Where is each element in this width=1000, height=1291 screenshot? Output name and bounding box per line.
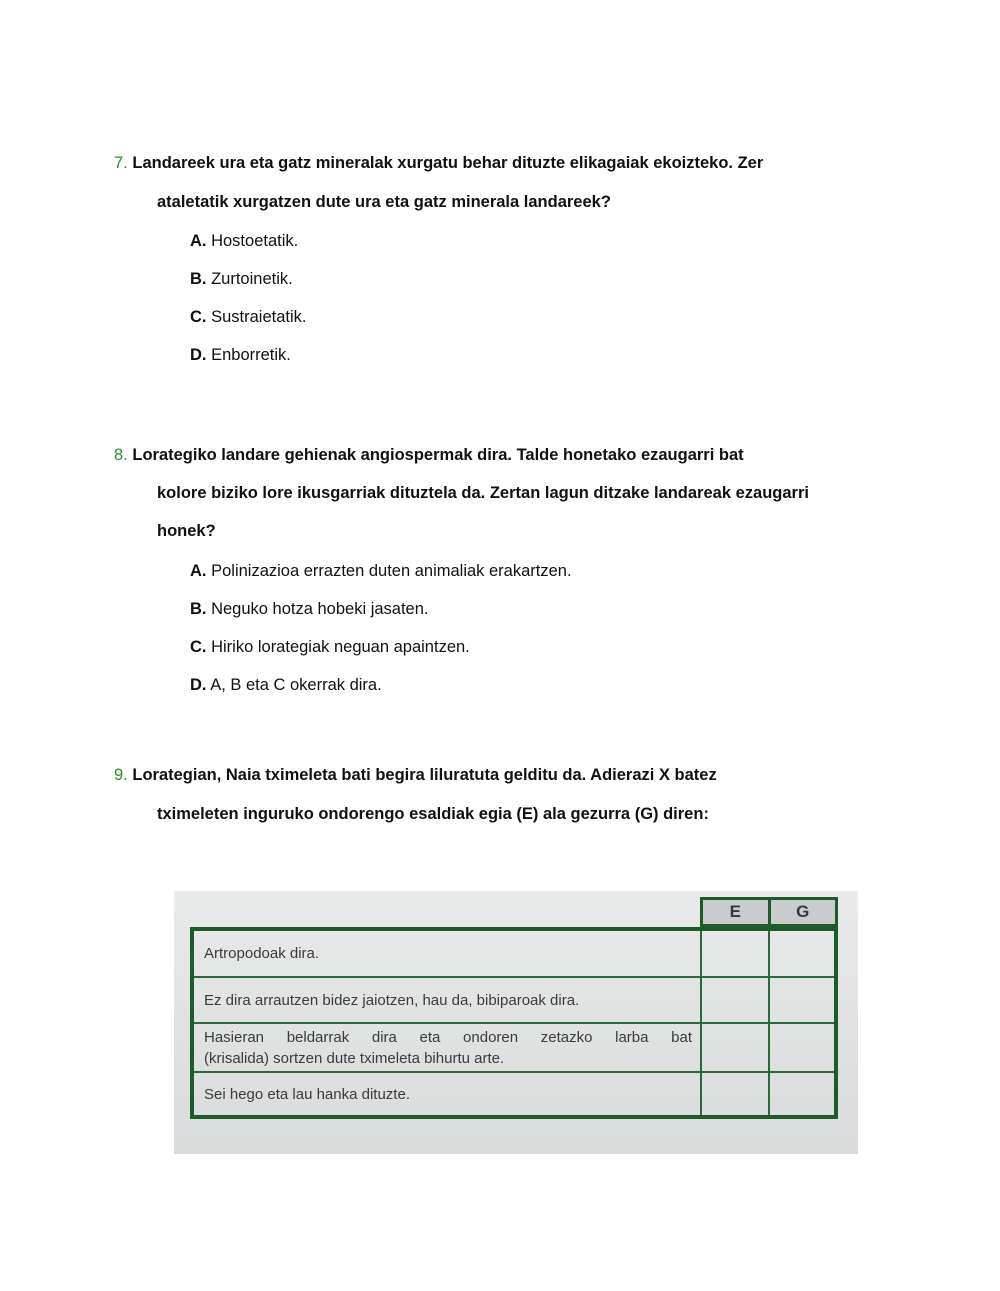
- option-text: Polinizazioa errazten duten animaliak erakartzen.: [211, 562, 572, 580]
- question-8-line-2: kolore biziko lore ikusgarriak dituztela da. Zertan lagun ditzake landareak ezaugarri: [157, 484, 809, 502]
- question-7-option-b[interactable]: [190, 270, 293, 289]
- option-text: Zurtoinetik.: [211, 270, 293, 288]
- column-divider: [768, 978, 770, 1022]
- question-7-option-a[interactable]: [190, 232, 298, 251]
- question-8-option-b[interactable]: [190, 600, 429, 619]
- question-7-line-1: [114, 154, 763, 173]
- question-8-number: 8.: [114, 446, 128, 464]
- table-row: [194, 1073, 834, 1115]
- question-7-text-1: Landareek ura eta gatz mineralak xurgatu behar dituzte elikagaiak ekoizteko. Zer: [132, 154, 764, 172]
- question-9-line-2: tximeleten inguruko ondorengo esaldiak egia (E) ala gezurra (G) diren:: [157, 805, 709, 823]
- statement-4: [204, 1073, 692, 1115]
- question-9-text-1: Lorategian, Naia tximeleta bati begira liluratuta gelditu da. Adierazi X batez: [132, 766, 717, 784]
- option-text: Hiriko lorategiak neguan apaintzen.: [211, 638, 470, 656]
- option-text: Neguko hotza hobeki jasaten.: [211, 600, 429, 618]
- option-text: A, B eta C okerrak dira.: [210, 676, 382, 694]
- table-row: [194, 1024, 834, 1073]
- option-letter: C.: [190, 308, 207, 326]
- question-9-number: 9.: [114, 766, 128, 784]
- question-8-line-1: [114, 446, 744, 465]
- option-letter: B.: [190, 270, 207, 288]
- question-8-option-d[interactable]: [190, 676, 382, 695]
- answer-g-box-3[interactable]: [771, 1026, 835, 1069]
- table-row: [194, 931, 834, 978]
- table-header: [700, 897, 838, 927]
- answer-g-box-2[interactable]: [771, 980, 835, 1020]
- question-8-line-3: honek?: [157, 522, 216, 540]
- question-8-option-c[interactable]: [190, 638, 470, 657]
- option-letter: A.: [190, 562, 207, 580]
- column-divider: [768, 931, 770, 976]
- option-letter: B.: [190, 600, 207, 618]
- statement-1: [204, 931, 692, 976]
- answer-e-box-1[interactable]: [703, 933, 767, 974]
- statement-1-text: Artropodoak dira.: [204, 945, 320, 962]
- column-divider: [768, 1024, 770, 1071]
- column-divider: [700, 978, 702, 1022]
- true-false-table-photo: [174, 891, 858, 1154]
- answer-e-box-2[interactable]: [703, 980, 767, 1020]
- option-letter: D.: [190, 676, 207, 694]
- option-text: Enborretik.: [211, 346, 291, 364]
- question-7-option-d[interactable]: [190, 346, 291, 365]
- statement-table: [190, 927, 838, 1119]
- statement-3: [204, 1024, 692, 1071]
- column-divider: [700, 1073, 702, 1115]
- question-8-text-1: Lorategiko landare gehienak angiospermak dira. Talde honetako ezaugarri bat: [132, 446, 744, 464]
- option-text: Hostoetatik.: [211, 232, 299, 250]
- answer-g-box-4[interactable]: [771, 1075, 835, 1113]
- question-7-number: 7.: [114, 154, 128, 172]
- option-letter: A.: [190, 232, 207, 250]
- header-g: G: [796, 902, 810, 921]
- statement-2-text: Ez dira arrautzen bidez jaiotzen, hau da, bibiparoak dira.: [204, 991, 580, 1009]
- statement-3-text-1: Hasieran beldarrak dira eta ondoren zetazko larba bat: [204, 1028, 692, 1046]
- header-e: E: [703, 900, 771, 924]
- option-text: Sustraietatik.: [211, 308, 307, 326]
- answer-e-box-3[interactable]: [703, 1026, 767, 1069]
- question-7-option-c[interactable]: [190, 308, 306, 327]
- answer-g-box-1[interactable]: [771, 933, 835, 974]
- statement-3-text-2: (krisalida) sortzen dute tximeleta bihurtu arte.: [204, 1049, 505, 1067]
- question-8-option-a[interactable]: [190, 562, 572, 581]
- statement-2: [204, 978, 692, 1022]
- question-9-line-1: [114, 766, 717, 785]
- option-letter: C.: [190, 638, 207, 656]
- column-divider: [700, 1024, 702, 1071]
- answer-e-box-4[interactable]: [703, 1075, 767, 1113]
- statement-4-text: Sei hego eta lau hanka dituzte.: [204, 1085, 410, 1103]
- question-7-line-2: ataletatik xurgatzen dute ura eta gatz minerala landareek?: [157, 193, 611, 211]
- option-letter: D.: [190, 346, 207, 364]
- table-row: [194, 978, 834, 1024]
- column-divider: [700, 931, 702, 976]
- column-divider: [768, 1073, 770, 1115]
